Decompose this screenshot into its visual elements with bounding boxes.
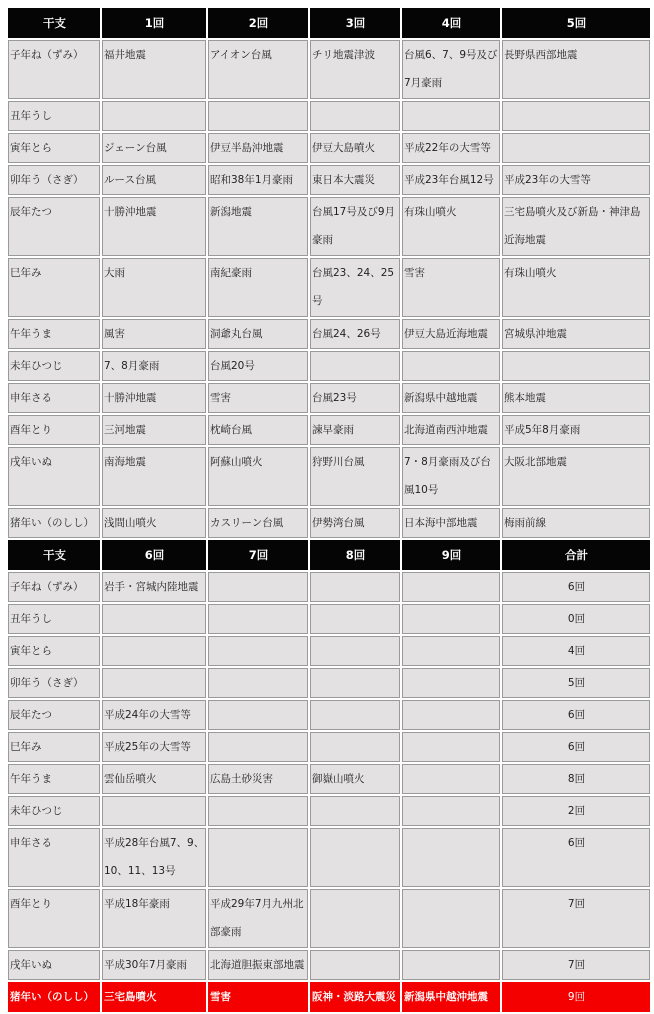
disaster-cell [310, 101, 400, 131]
column-header: 3回 [310, 8, 400, 38]
disaster-cell [402, 700, 500, 730]
table-row [8, 668, 650, 698]
column-header-eto: 干支 [8, 540, 100, 570]
disaster-cell: 大雨 [102, 258, 206, 317]
table-row [8, 796, 650, 826]
disaster-cell: 平成22年の大雪等 [402, 133, 500, 163]
disaster-cell: 新潟県中越地震 [402, 383, 500, 413]
header-row [8, 540, 650, 570]
disaster-cell [310, 828, 400, 887]
disaster-cell [402, 764, 500, 794]
disaster-cell: 台風20号 [208, 351, 308, 381]
table-row [8, 258, 650, 317]
disaster-cell: 雪害 [402, 258, 500, 317]
disaster-cell: 諫早豪雨 [310, 415, 400, 445]
column-header-eto: 干支 [8, 8, 100, 38]
eto-cell: 辰年たつ [8, 700, 100, 730]
eto-cell: 未年ひつじ [8, 796, 100, 826]
disaster-cell: 平成25年の大雪等 [102, 732, 206, 762]
total-cell: 6回 [502, 828, 650, 887]
disaster-cell: 7・8月豪雨及び台風10号 [402, 447, 500, 506]
eto-cell: 戌年いぬ [8, 950, 100, 980]
disaster-cell: 伊豆大島噴火 [310, 133, 400, 163]
disaster-cell: 平成29年7月九州北部豪雨 [208, 889, 308, 948]
disaster-cell [102, 636, 206, 666]
disaster-cell [310, 572, 400, 602]
disaster-cell: 平成18年豪雨 [102, 889, 206, 948]
column-header: 8回 [310, 540, 400, 570]
total-cell: 4回 [502, 636, 650, 666]
eto-cell: 戌年いぬ [8, 447, 100, 506]
table-row [8, 383, 650, 413]
header-row [8, 8, 650, 38]
table-row [8, 604, 650, 634]
disaster-cell: 平成28年台風7、9、10、11、13号 [102, 828, 206, 887]
disaster-cell: 十勝沖地震 [102, 197, 206, 256]
disaster-cell: 平成30年7月豪雨 [102, 950, 206, 980]
disaster-cell: 枕崎台風 [208, 415, 308, 445]
disaster-cell: 北海道胆振東部地震 [208, 950, 308, 980]
disaster-cell: 熊本地震 [502, 383, 650, 413]
table-row [8, 40, 650, 99]
eto-cell: 巳年み [8, 258, 100, 317]
disaster-cell [102, 668, 206, 698]
disaster-cell: 雲仙岳噴火 [102, 764, 206, 794]
eto-cell: 丑年うし [8, 604, 100, 634]
eto-cell: 寅年とら [8, 636, 100, 666]
disaster-cell [310, 636, 400, 666]
disaster-cell [102, 604, 206, 634]
disaster-cell [208, 604, 308, 634]
column-header: 4回 [402, 8, 500, 38]
eto-cell: 申年さる [8, 828, 100, 887]
disaster-cell [102, 796, 206, 826]
disaster-cell [310, 351, 400, 381]
disaster-cell: 広島土砂災害 [208, 764, 308, 794]
eto-cell: 寅年とら [8, 133, 100, 163]
disaster-cell [310, 889, 400, 948]
eto-cell: 丑年うし [8, 101, 100, 131]
disaster-cell: 狩野川台風 [310, 447, 400, 506]
disaster-cell [402, 668, 500, 698]
disaster-cell [102, 101, 206, 131]
total-cell: 9回 [502, 982, 650, 1012]
table-row [8, 636, 650, 666]
eto-cell: 辰年たつ [8, 197, 100, 256]
eto-cell: 子年ね（ずみ） [8, 572, 100, 602]
table-row [8, 101, 650, 131]
eto-cell: 猪年い（のしし） [8, 982, 100, 1012]
disaster-cell: 有珠山噴火 [402, 197, 500, 256]
disaster-cell: 雪害 [208, 982, 308, 1012]
eto-cell: 酉年とり [8, 415, 100, 445]
disaster-cell [310, 950, 400, 980]
total-cell: 7回 [502, 950, 650, 980]
disaster-cell: 御嶽山噴火 [310, 764, 400, 794]
disaster-cell: 新潟地震 [208, 197, 308, 256]
disaster-cell: 梅雨前線 [502, 508, 650, 538]
total-cell: 2回 [502, 796, 650, 826]
disaster-cell [402, 889, 500, 948]
disaster-cell [310, 668, 400, 698]
disaster-cell [502, 101, 650, 131]
column-header: 合計 [502, 540, 650, 570]
disaster-cell [402, 950, 500, 980]
table-row [8, 700, 650, 730]
disaster-cell: 三宅島噴火 [102, 982, 206, 1012]
disaster-cell: 三宅島噴火及び新島・神津島近海地震 [502, 197, 650, 256]
eto-cell: 申年さる [8, 383, 100, 413]
disaster-cell: 平成23年台風12号 [402, 165, 500, 195]
disaster-cell [310, 732, 400, 762]
total-cell: 5回 [502, 668, 650, 698]
disaster-cell [208, 636, 308, 666]
disaster-cell [208, 572, 308, 602]
disaster-cell: 洞爺丸台風 [208, 319, 308, 349]
table-row [8, 447, 650, 506]
disaster-cell [208, 700, 308, 730]
disaster-cell: 北海道南西沖地震 [402, 415, 500, 445]
disaster-cell [502, 351, 650, 381]
column-header: 7回 [208, 540, 308, 570]
disaster-cell: 台風23、24、25号 [310, 258, 400, 317]
disaster-cell: 平成5年8月豪雨 [502, 415, 650, 445]
disaster-cell [208, 732, 308, 762]
disaster-cell [402, 828, 500, 887]
total-cell: 6回 [502, 572, 650, 602]
disaster-cell: 台風23号 [310, 383, 400, 413]
eto-cell: 巳年み [8, 732, 100, 762]
table-row [8, 828, 650, 887]
disaster-cell: 東日本大震災 [310, 165, 400, 195]
table-row [8, 889, 650, 948]
eto-cell: 未年ひつじ [8, 351, 100, 381]
disaster-cell: 雪害 [208, 383, 308, 413]
disaster-cell [208, 101, 308, 131]
disaster-cell [402, 604, 500, 634]
eto-cell: 猪年い（のしし） [8, 508, 100, 538]
disaster-cell: 7、8月豪雨 [102, 351, 206, 381]
disaster-cell: 伊豆半島沖地震 [208, 133, 308, 163]
disaster-cell [402, 732, 500, 762]
eto-cell: 午年うま [8, 319, 100, 349]
disaster-cell: 伊勢湾台風 [310, 508, 400, 538]
disaster-cell: 三河地震 [102, 415, 206, 445]
table-row [8, 732, 650, 762]
column-header: 1回 [102, 8, 206, 38]
disaster-cell: 平成24年の大雪等 [102, 700, 206, 730]
disaster-cell [402, 796, 500, 826]
disaster-cell: 台風17号及び9月豪雨 [310, 197, 400, 256]
disaster-cell [402, 572, 500, 602]
disaster-cell: ルース台風 [102, 165, 206, 195]
total-cell: 0回 [502, 604, 650, 634]
disaster-cell: 台風6、7、9号及び7月豪雨 [402, 40, 500, 99]
disaster-cell: 長野県西部地震 [502, 40, 650, 99]
disaster-cell: チリ地震津波 [310, 40, 400, 99]
table-row [8, 508, 650, 538]
disaster-cell: 南紀豪雨 [208, 258, 308, 317]
table-row [8, 572, 650, 602]
column-header: 2回 [208, 8, 308, 38]
disaster-cell: 風害 [102, 319, 206, 349]
table-row [8, 133, 650, 163]
disaster-cell: 日本海中部地震 [402, 508, 500, 538]
column-header: 6回 [102, 540, 206, 570]
column-header: 9回 [402, 540, 500, 570]
table-row [8, 415, 650, 445]
eto-cell: 子年ね（ずみ） [8, 40, 100, 99]
table-row [8, 950, 650, 980]
eto-cell: 酉年とり [8, 889, 100, 948]
total-cell: 8回 [502, 764, 650, 794]
disaster-cell: ジェーン台風 [102, 133, 206, 163]
disaster-cell [402, 101, 500, 131]
disaster-cell: 有珠山噴火 [502, 258, 650, 317]
table-row [8, 351, 650, 381]
disaster-cell [402, 636, 500, 666]
disaster-cell: アイオン台風 [208, 40, 308, 99]
disaster-cell: カスリーン台風 [208, 508, 308, 538]
disaster-eto-table [6, 6, 652, 1014]
disaster-cell: 阪神・淡路大震災 [310, 982, 400, 1012]
disaster-cell: 岩手・宮城内陸地震 [102, 572, 206, 602]
disaster-cell: 平成23年の大雪等 [502, 165, 650, 195]
table-row [8, 319, 650, 349]
disaster-cell [310, 796, 400, 826]
disaster-cell: 台風24、26号 [310, 319, 400, 349]
column-header: 5回 [502, 8, 650, 38]
disaster-cell [208, 828, 308, 887]
disaster-cell: 新潟県中越沖地震 [402, 982, 500, 1012]
disaster-cell: 浅間山噴火 [102, 508, 206, 538]
disaster-cell: 大阪北部地震 [502, 447, 650, 506]
disaster-cell [310, 700, 400, 730]
table-row [8, 764, 650, 794]
disaster-cell [502, 133, 650, 163]
table-row [8, 165, 650, 195]
total-cell: 7回 [502, 889, 650, 948]
disaster-cell: 宮城県沖地震 [502, 319, 650, 349]
disaster-cell: 伊豆大島近海地震 [402, 319, 500, 349]
disaster-cell [208, 796, 308, 826]
disaster-cell [208, 668, 308, 698]
eto-cell: 卯年う（さぎ） [8, 668, 100, 698]
disaster-cell: 南海地震 [102, 447, 206, 506]
disaster-cell: 十勝沖地震 [102, 383, 206, 413]
eto-cell: 午年うま [8, 764, 100, 794]
eto-cell: 卯年う（さぎ） [8, 165, 100, 195]
disaster-cell [402, 351, 500, 381]
total-cell: 6回 [502, 732, 650, 762]
table-row [8, 197, 650, 256]
disaster-cell: 阿蘇山噴火 [208, 447, 308, 506]
total-cell: 6回 [502, 700, 650, 730]
disaster-cell: 福井地震 [102, 40, 206, 99]
disaster-cell [310, 604, 400, 634]
disaster-cell: 昭和38年1月豪雨 [208, 165, 308, 195]
